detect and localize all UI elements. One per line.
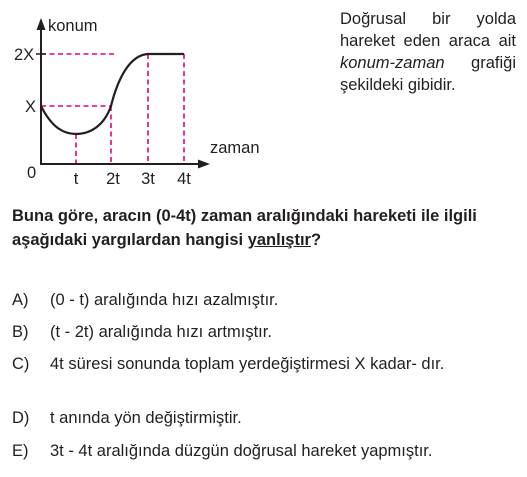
x-tick-label-2t: 2t [106,170,120,188]
intro-text-2: grafiği şekildeki gibidir. [340,54,516,94]
question-stem [12,204,512,252]
option-b-key: B) [12,323,29,341]
position-time-graph [0,0,330,195]
option-a-text: (0 - t) aralığında hızı azalmıştır. [50,291,279,309]
y-tick-label-x: X [25,98,37,116]
x-axis-label: zaman [210,139,260,157]
guide-lines [41,54,184,163]
x-axis-arrow-icon [198,160,210,169]
question-text: Buna göre, aracın (0-4t) zaman aralığındaki hareketi ile ilgili aşağıdaki yargılardan hangisi [12,207,477,249]
option-b-text: (t - 2t) aralığında hızı artmıştır. [50,323,272,341]
option-d-text: t anında yön değiştirmiştir. [50,409,242,427]
option-e-key: E) [12,442,29,460]
intro-italic-term: konum-zaman [340,54,445,72]
option-e-text: 3t - 4t aralığında düzgün doğrusal hareket yapmıştır. [50,442,433,460]
position-curve [41,54,184,134]
question-underlined-word: yanlıştır [247,231,311,249]
option-c-key: C) [12,355,30,373]
y-axis-label: konum [48,17,98,35]
y-tick-label-2x: 2X [14,46,35,64]
option-a-key: A) [12,291,29,309]
x-tick-label-t: t [73,170,79,188]
problem-intro [340,8,516,96]
intro-text-1: Doğrusal bir yolda hareket eden araca ait [340,10,516,50]
option-d-key: D) [12,409,30,427]
y-axis-arrow-icon [37,18,46,30]
x-tick-label-4t: 4t [177,170,191,188]
origin-label: 0 [27,164,37,182]
option-c-text: 4t süresi sonunda toplam yerdeğiştirmesi X kadar- dır. [50,355,445,373]
x-tick-label-3t: 3t [141,170,155,188]
question-mark: ? [310,231,322,249]
